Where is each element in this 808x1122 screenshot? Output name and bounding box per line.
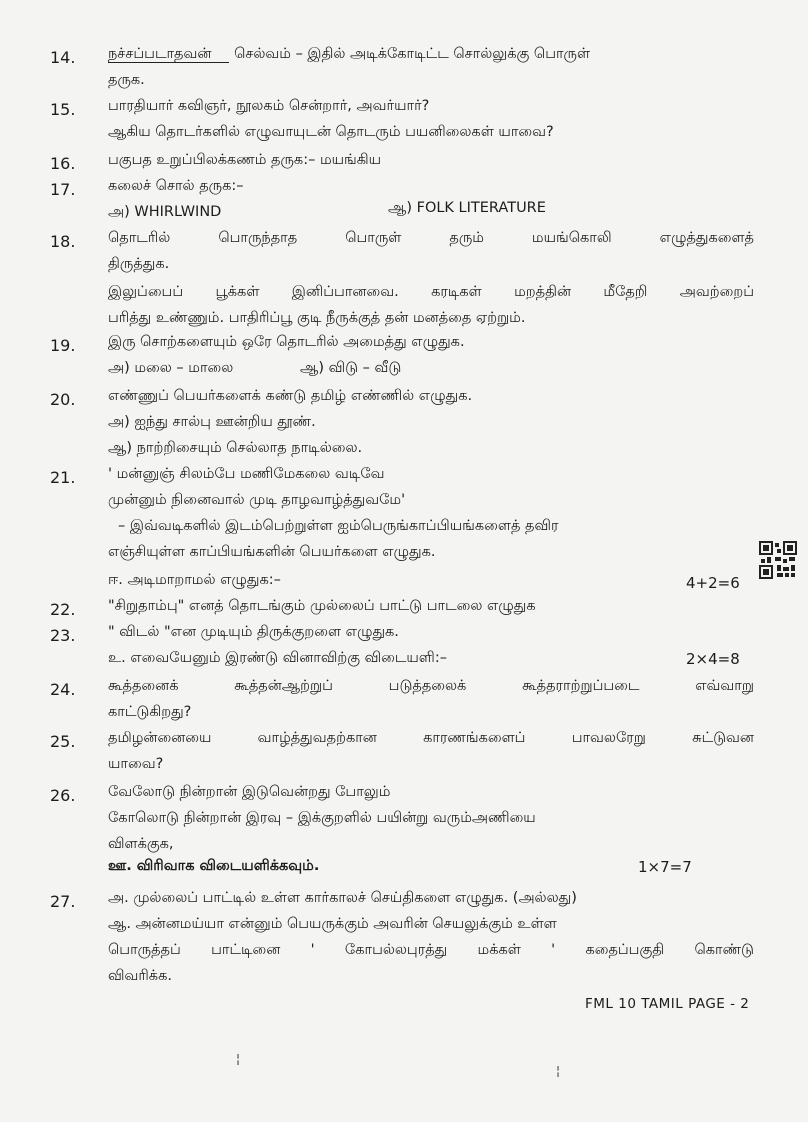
question-number: 14. (50, 48, 76, 67)
question-number: 19. (50, 336, 76, 355)
question-text: விவரிக்க. (108, 968, 172, 984)
question-number: 25. (50, 732, 76, 751)
question-text: " விடல் "என முடியும் திருக்குறளை எழுதுக. (108, 624, 399, 640)
question-text: தருக. (108, 72, 145, 88)
option-b: ஆ) FOLK LITERATURE (388, 200, 546, 216)
question-text: – இவ்வடிகளில் இடம்பெற்றுள்ள ஐம்பெருங்காப்பியங்களைத் தவிர (118, 518, 559, 534)
question-number: 23. (50, 626, 76, 645)
section-label: ஊ. விரிவாக விடையளிக்கவும். (108, 858, 320, 874)
question-text: இலுப்பைப் பூக்கள் இனிப்பானவை. கரடிகள் மறத்தின் மீதேறி அவற்றைப் (108, 284, 754, 300)
question-text (108, 46, 590, 64)
question-text: யாவை? (108, 756, 164, 772)
question-number: 20. (50, 390, 76, 409)
question-text: தமிழன்னையை வாழ்த்துவதற்கான காரணங்களைப் பாவலரேறு சுட்டுவன (108, 730, 754, 746)
question-text: பரித்து உண்ணும். பாதிரிப்பூ குடி நீருக்குத் தன் மனத்தை ஏற்றும். (108, 310, 526, 326)
section-marks: 4+2=6 (686, 574, 740, 592)
question-number: 16. (50, 154, 76, 173)
question-text: கூத்தனைக் கூத்தன்ஆற்றுப் படுத்தலைக் கூத்தராற்றுப்படை எவ்வாறு (108, 678, 754, 694)
question-text: அ. முல்லைப் பாட்டில் உள்ள கார்காலச் செய்திகளை எழுதுக. (அல்லது) (108, 890, 577, 906)
question-text: எஞ்சியுள்ள காப்பியங்களின் பெயர்களை எழுதுக. (108, 544, 436, 560)
question-text: எண்ணுப் பெயர்களைக் கண்டு தமிழ் எண்ணில் எழுதுக. (108, 388, 473, 404)
question-text-rest: செல்வம் – இதில் அடிக்கோடிட்ட சொல்லுக்கு பொருள் (234, 46, 591, 62)
question-text: வேலோடு நின்றான் இடுவென்றது போலும் (108, 784, 391, 800)
question-text: இரு சொற்களையும் ஒரே தொடரில் அமைத்து எழுதுக. (108, 334, 465, 350)
underlined-word: நச்சப்படாதவன் (108, 46, 229, 63)
question-text: அ) ஐந்து சால்பு ஊன்றிய தூண். (108, 414, 316, 430)
question-text: ஆ. அன்னமய்யா என்னும் பெயருக்கும் அவரின் செயலுக்கும் உள்ள (108, 916, 557, 932)
question-number: 22. (50, 600, 76, 619)
scan-speck: ¦ (236, 1052, 241, 1066)
question-text: தொடரில் பொருந்தாத பொருள் தரும் மயங்கொலி எழுத்துகளைத் (108, 230, 754, 246)
question-text: கலைச் சொல் தருக:– (108, 178, 244, 194)
question-number: 18. (50, 232, 76, 251)
question-text: விளக்குக, (108, 836, 174, 852)
page-footer: FML 10 TAMIL PAGE - 2 (585, 996, 750, 1012)
question-text: பகுபத உறுப்பிலக்கணம் தருக:– மயங்கிய (108, 152, 382, 168)
option-a: அ) WHIRLWIND (108, 204, 222, 220)
question-number: 26. (50, 786, 76, 805)
option-a: அ) மலை – மாலை (108, 360, 234, 376)
question-number: 15. (50, 100, 76, 119)
section-label: ஈ. அடிமாறாமல் எழுதுக:– (108, 572, 281, 588)
question-number: 27. (50, 892, 76, 911)
question-number: 21. (50, 468, 76, 487)
question-text: பொருத்தப் பாட்டினை ' கோபல்லபுரத்து மக்கள் ' கதைப்பகுதி கொண்டு (108, 942, 754, 958)
question-text: முன்னும் நினைவால் முடி தாழவாழ்த்துவமே' (108, 492, 406, 508)
question-text: ஆகிய தொடர்களில் எழுவாயுடன் தொடரும் பயனிலைகள் யாவை? (108, 124, 554, 140)
question-text: "சிறுதாம்பு" எனத் தொடங்கும் முல்லைப் பாட்டு பாடலை எழுதுக (108, 598, 536, 614)
scan-speck: ¦ (556, 1064, 561, 1078)
question-number: 17. (50, 180, 76, 199)
question-text: ' மன்னுஞ் சிலம்பே மணிமேகலை வடிவே (108, 466, 385, 482)
question-text: கோலொடு நின்றான் இரவு – இக்குறளில் பயின்று வரும்அணியை (108, 810, 536, 826)
qr-code-icon (759, 541, 797, 579)
section-marks: 1×7=7 (638, 858, 692, 876)
question-text: பாரதியார் கவிஞர், நூலகம் சென்றார், அவர்யார்? (108, 98, 430, 114)
section-marks: 2×4=8 (686, 650, 740, 668)
question-number: 24. (50, 680, 76, 699)
question-text: காட்டுகிறது? (108, 704, 192, 720)
question-text: ஆ) நாற்றிசையும் செல்லாத நாடில்லை. (108, 440, 363, 456)
question-text: திருத்துக. (108, 256, 170, 272)
option-b: ஆ) விடு – வீடு (300, 360, 402, 376)
section-label: உ. எவையேனும் இரண்டு வினாவிற்கு விடையளி:– (108, 650, 447, 666)
